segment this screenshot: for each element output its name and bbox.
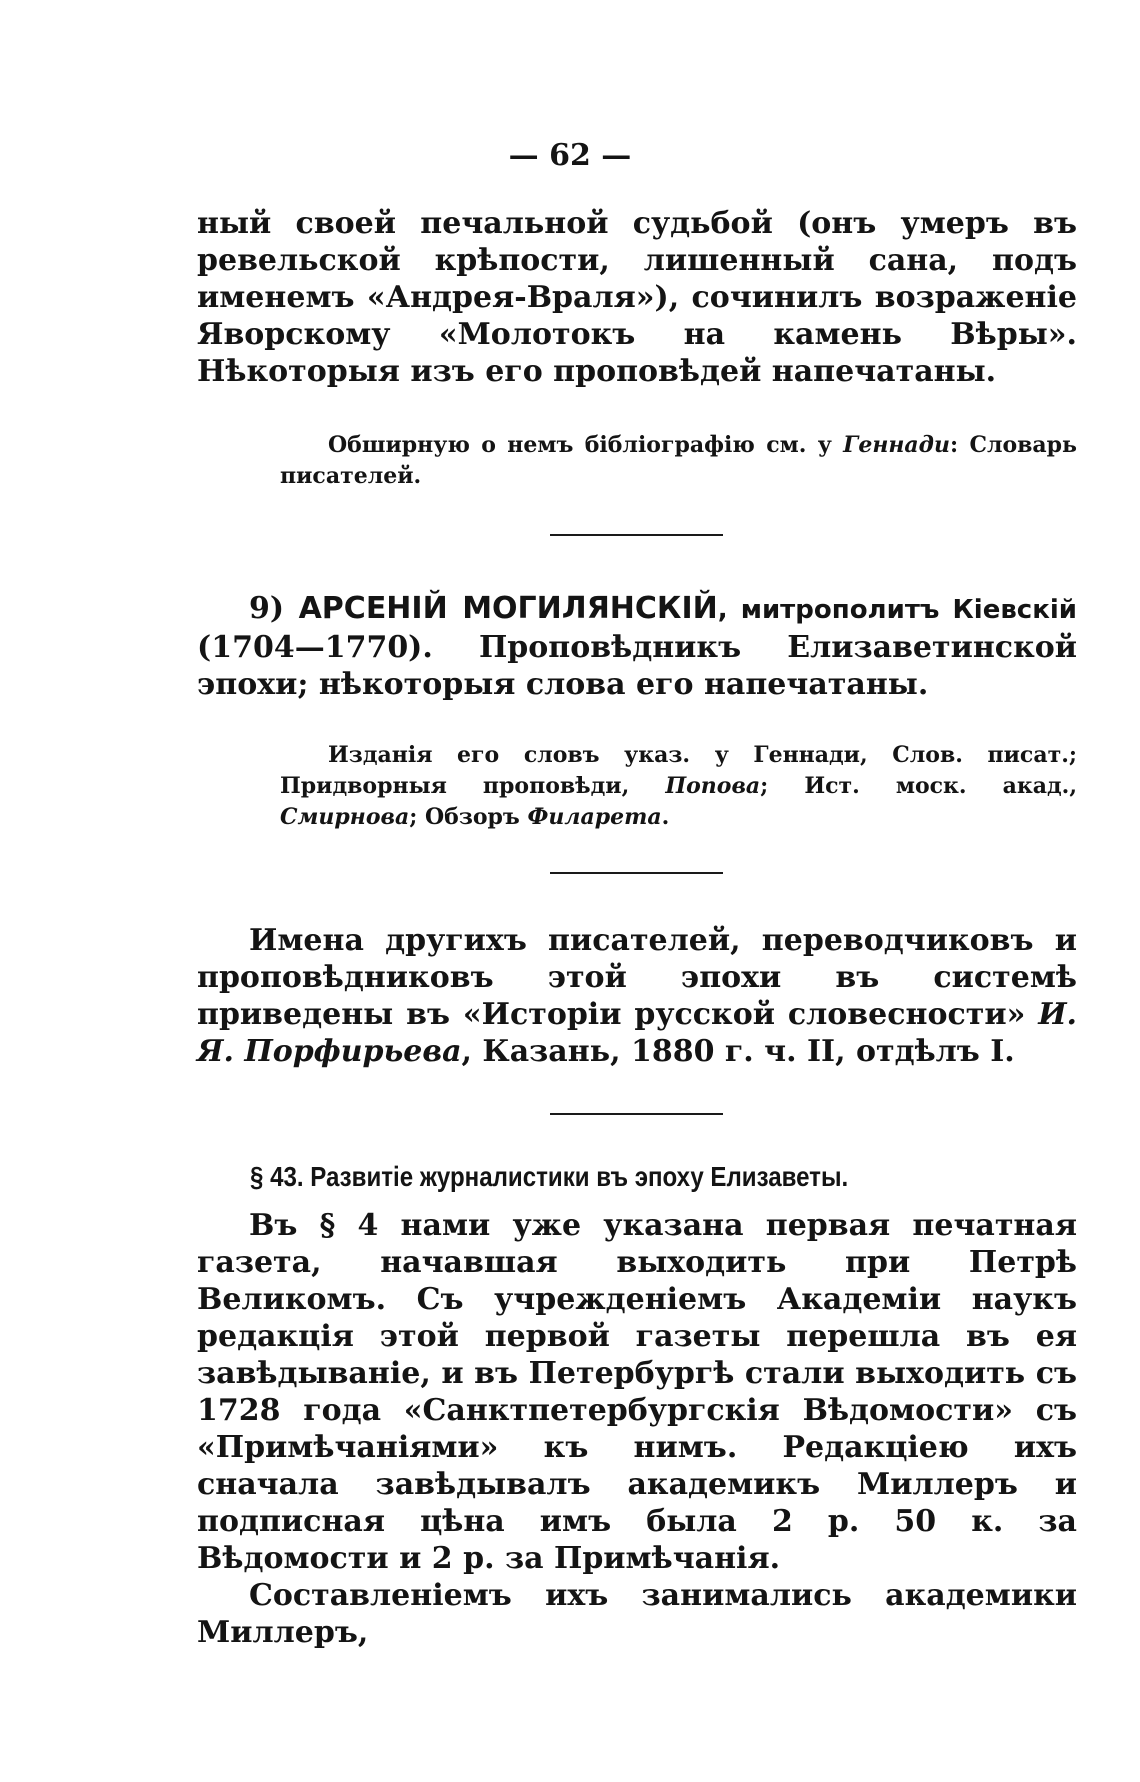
section-divider <box>550 1113 723 1115</box>
note-text: ; Обзоръ <box>409 804 528 830</box>
footnote-bibliography-1 <box>280 430 1077 492</box>
note-text: ; Ист. моск. акад., <box>760 773 1077 799</box>
paragraph-other-writers <box>197 922 1077 1070</box>
section-heading: § 43. Развитіе журналистики въ эпоху Елизаветы. <box>250 1161 849 1192</box>
author-porfiryev: И. Я. Порфирьева <box>197 997 1077 1069</box>
note-text: . <box>661 804 670 830</box>
section-paragraph-1: Въ § 4 нами уже указана первая печатная газета, начавшая выходить при Петрѣ Великомъ. Съ учрежденіемъ Академіи наукъ редакція этой первой газеты перешла въ ея завѣдываніе, и въ Петербургѣ стали выходить съ 1728 года «Санктпетербургскія Вѣдомости» съ «Примѣчаніями» къ нимъ. Редакціею ихъ сначала завѣдывалъ академикъ Миллеръ и подписная цѣна имъ была 2 р. 50 к. за Вѣдомости и 2 р. за Примѣчанія. <box>197 1208 1077 1576</box>
paragraph-text: Имена другихъ писателей, переводчиковъ и проповѣдниковъ этой эпохи въ системѣ приведены въ «Исторіи русской словесности» <box>197 923 1077 1032</box>
section-43-body <box>197 1207 1077 1651</box>
section-paragraph-2: Составленіемъ ихъ занимались академики Миллеръ, <box>197 1578 1077 1650</box>
note-text: Обширную о немъ бібліографію см. у <box>328 432 844 458</box>
note-author-filaret: Филарета <box>527 804 662 830</box>
note-text-end: : Словарь писателей. <box>280 432 1077 489</box>
paragraph-continuation <box>197 205 1077 390</box>
section-divider <box>550 534 723 536</box>
entry-title: , митрополитъ Кіевскій <box>717 595 1077 625</box>
note-author-popov: Попова <box>665 773 761 799</box>
paragraph-text-end: , Казань, 1880 г. ч. II, отдѣлъ I. <box>461 1034 1015 1069</box>
entry-number: 9) <box>249 591 285 626</box>
footnote-bibliography-2 <box>280 740 1077 833</box>
paragraph-text: ный своей печальной судьбой (онъ умеръ въ ревельской крѣпости, лишенный сана, подъ именемъ «Андрея-Враля»), сочинилъ возраженіе Яворскому «Молотокъ на камень Вѣры». Нѣкоторыя изъ его проповѣдей напечатаны. <box>197 206 1077 389</box>
page-number: — 62 — <box>508 138 632 173</box>
entry-description: (1704—1770). Проповѣдникъ Елизаветинской эпохи; нѣкоторыя слова его напечатаны. <box>197 630 1077 702</box>
note-author-smirnov: Смирнова <box>280 804 410 830</box>
entry-name: АРСЕНІЙ МОГИЛЯНСКІЙ <box>298 591 718 626</box>
entry-9 <box>197 590 1077 703</box>
note-text: Изданія его словъ указ. у Геннади, Слов. писат.; Придворныя проповѣди, <box>280 742 1077 799</box>
note-author: Геннади <box>843 432 950 458</box>
section-divider <box>550 872 723 874</box>
